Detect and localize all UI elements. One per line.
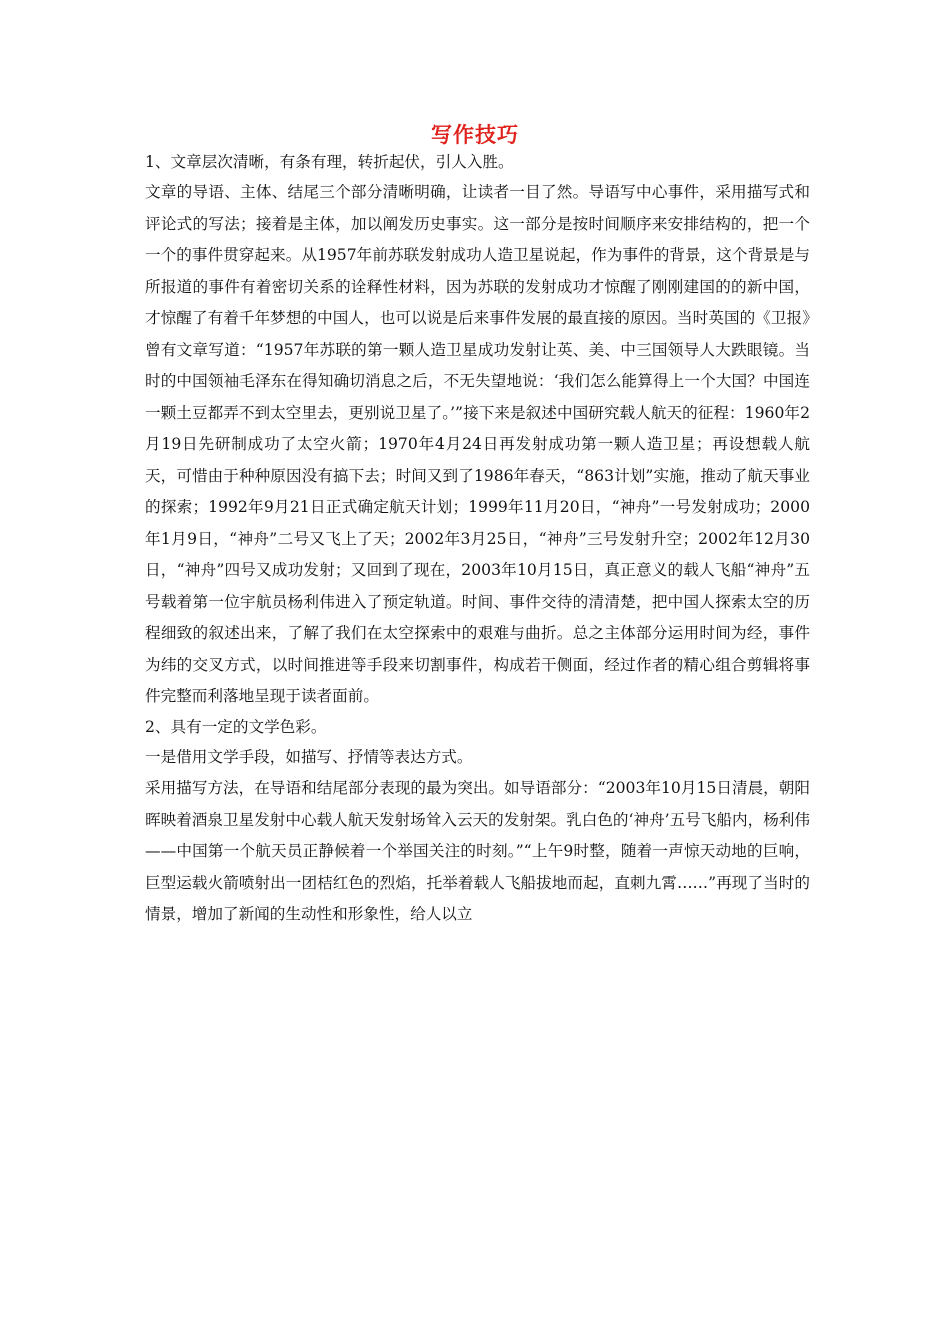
document-body xyxy=(145,148,810,931)
section-heading-1: 1、文章层次清晰，有条有理，转折起伏，引人入胜。 xyxy=(145,153,514,171)
document-title: 写作技巧 xyxy=(431,122,519,147)
section-heading-2: 2、具有一定的文学色彩。 xyxy=(145,717,327,736)
paragraph-literary-means: 一是借用文学手段，如描写、抒情等表达方式。 xyxy=(145,747,473,766)
paragraph-structure: 文章的导语、主体、结尾三个部分清晰明确，让读者一目了然。导语写中心事件，采用描写式和评论式的写法；接着是主体，加以阐发历史事实。这一部分是按时间顺序来安排结构的，把一个一个的事件贯穿起来。从1957年前苏联发射成功人造卫星说起，作为事件的背景，这个背景是与所报道的事件有着密切关系的诠释性材料，因为苏联的发射成功才惊醒了刚刚建国的的新中国，才惊醒了有着千年梦想的中国人，也可以说是后来事件发展的最直接的原因。当时英国的《卫报》曾有文章写道：“1957年苏联的第一颗人造卫星成功发射让英、美、中三国领导人大跌眼镜。当时的中国领袖毛泽东在得知确切消息之后，不无失望地说：‘我们怎么能算得上一个大国？中国连一颗土豆都弄不到太空里去，更别说卫星了。’”接下来是叙述中国研究载人航天的征程：1960年2月19日先研制成功了太空火箭；1970年4月24日再发射成功第一颗人造卫星；再设想载人航天，可惜由于种种原因没有搞下去；时间又到了1986年春天，“863计划”实施，推动了航天事业的探索；1992年9月21日正式确定航天计划；1999年11月20日，“神舟”一号发射成功；2000年1月9日，“神舟”二号又飞上了天；2002年3月25日，“神舟”三号发射升空；2002年12月30日，“神舟”四号又成功发射；又回到了现在，2003年10月15日，真正意义的载人飞船“神舟”五号载着第一位宇航员杨利伟进入了预定轨道。时间、事件交待的清清楚，把中国人探索太空的历程细致的叙述出来，了解了我们在太空探索中的艰难与曲折。总之主体部分运用时间为经，事件为纬的交叉方式，以时间推进等手段来切割事件，构成若干侧面，经过作者的精心组合剪辑将事件完整而利落地呈现于读者面前。 xyxy=(145,183,810,705)
paragraph-description: 采用描写方法，在导语和结尾部分表现的最为突出。如导语部分：“2003年10月15日清晨，朝阳晖映着酒泉卫星发射中心载人航天发射场耸入云天的发射架。乳白色的‘神舟’五号飞船内，杨利伟——中国第一个航天员正静候着一个举国关注的时刻。”“上午9时整，随着一声惊天动地的巨响，巨型运载火箭喷射出一团桔红色的烈焰，托举着载人飞船拔地而起，直刺九霄……”再现了当时的情景，增加了新闻的生动性和形象性，给人以立 xyxy=(145,779,810,923)
